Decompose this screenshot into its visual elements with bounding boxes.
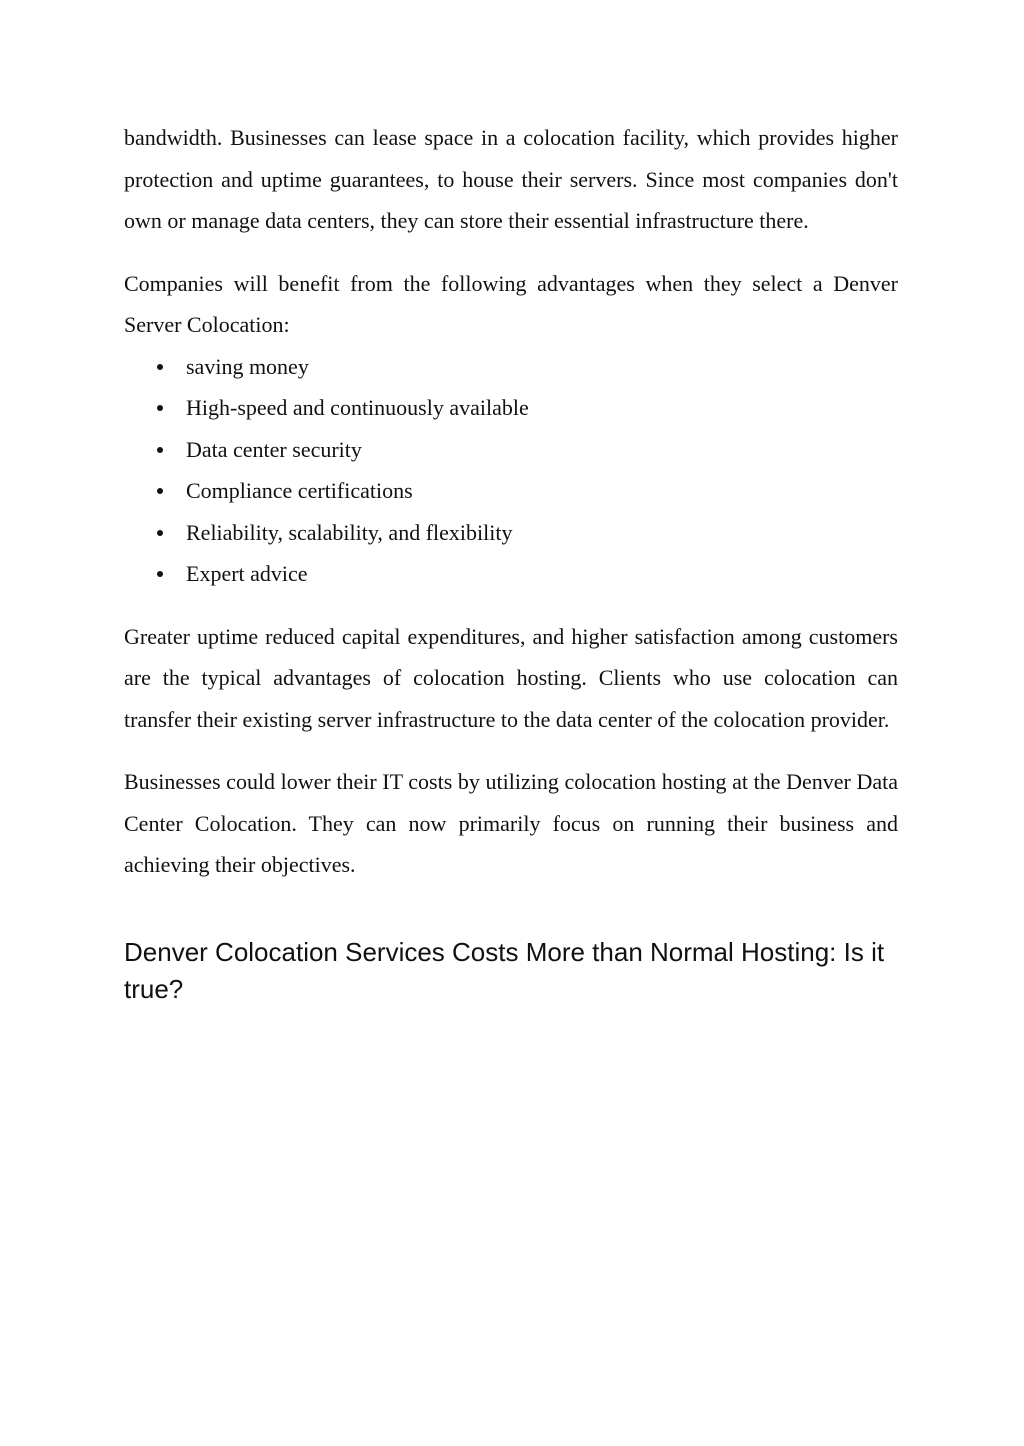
list-item-text: Data center security: [186, 436, 362, 462]
list-item: [124, 429, 898, 471]
list-item: [124, 553, 898, 595]
list-item: [124, 512, 898, 554]
list-item-text: Reliability, scalability, and flexibility: [186, 519, 513, 545]
list-item: [124, 346, 898, 388]
document-page: [124, 117, 898, 1008]
section-heading: Denver Colocation Services Costs More than Normal Hosting: Is it true?: [124, 936, 885, 1004]
bullet-icon: [157, 488, 163, 494]
paragraph-bandwidth: bandwidth. Businesses can lease space in a colocation facility, which provides higher protection and uptime guarantees, to house their servers. Since most companies don't own or manage data centers, they can store their essential infrastructure there.: [124, 125, 898, 233]
bullet-icon: [157, 530, 163, 536]
list-item-text: Expert advice: [186, 561, 308, 586]
bullet-icon: [157, 571, 163, 577]
paragraph-uptime-advantages: Greater uptime reduced capital expenditures, and higher satisfaction among customers are the typical advantages of colocation hosting. Clients who use colocation can transfer their existing server infrastructure to the data center of the colocation provider.: [124, 623, 898, 732]
list-item: [124, 387, 898, 429]
bullet-icon: [157, 364, 163, 370]
paragraph-advantages-intro: Companies will benefit from the following advantages when they select a Denver Server Colocation:: [124, 270, 898, 337]
list-item: [124, 470, 898, 512]
paragraph-lower-it-costs: Businesses could lower their IT costs by utilizing colocation hosting at the Denver Data Center Colocation. They can now primarily focus on running their business and achieving their objectives.: [124, 769, 898, 877]
bullet-icon: [157, 405, 163, 411]
bullet-icon: [157, 447, 163, 453]
list-item-text: High-speed and continuously available: [186, 395, 529, 420]
list-item-text: saving money: [186, 353, 309, 379]
list-item-text: Compliance certifications: [186, 478, 413, 503]
advantages-list: [124, 346, 898, 595]
